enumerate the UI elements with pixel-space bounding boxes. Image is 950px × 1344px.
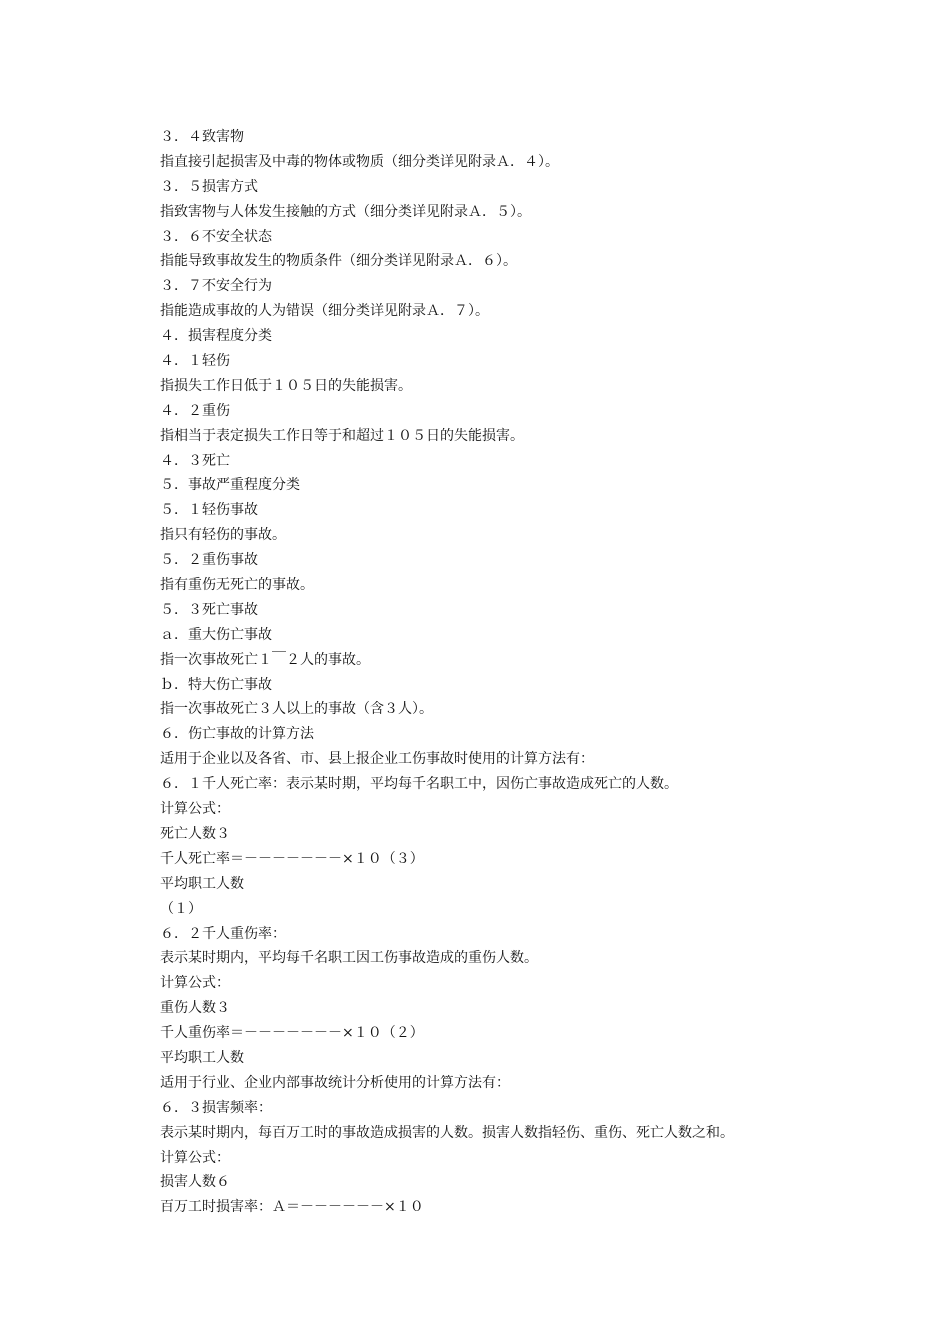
paragraph-text: 指只有轻伤的事故。 (160, 527, 286, 544)
section-heading-5-2: ５．２重伤事故 (160, 552, 258, 569)
paragraph-text: 指能导致事故发生的物质条件（细分类详见附录Ａ．６）。 (160, 253, 517, 270)
paragraph-text: 指直接引起损害及中毒的物体或物质（细分类详见附录Ａ．４）。 (160, 153, 559, 170)
paragraph-text: 适用于企业以及各省、市、县上报企业工伤事故时使用的计算方法有： (160, 751, 594, 768)
formula-line: 百万工时损害率：Ａ＝－－－－－－×１０ (160, 1199, 424, 1216)
section-heading-3-6: ３．６不安全状态 (160, 228, 272, 245)
formula-numerator: 重伤人数３ (160, 1000, 230, 1017)
paragraph-text: 指损失工作日低于１０５日的失能损害。 (160, 377, 412, 394)
formula-label: 计算公式： (160, 975, 230, 992)
paragraph-text: 指一次事故死亡３人以上的事故（含３人）。 (160, 701, 433, 718)
paragraph-text: 表示某时期内，每百万工时的事故造成损害的人数。损害人数指轻伤、重伤、死亡人数之和。 (160, 1124, 734, 1141)
section-heading-6-2: ６．２千人重伤率： (160, 925, 286, 942)
formula-numerator: 死亡人数３ (160, 825, 230, 842)
paragraph-text: 指致害物与人体发生接触的方式（细分类详见附录Ａ．５）。 (160, 203, 531, 220)
paragraph-text: 指能造成事故的人为错误（细分类详见附录Ａ．７）。 (160, 303, 489, 320)
list-item-a: ａ．重大伤亡事故 (160, 626, 272, 643)
formula-label: 计算公式： (160, 801, 230, 818)
section-heading-6: ６．伤亡事故的计算方法 (160, 726, 314, 743)
formula-label: 计算公式： (160, 1149, 230, 1166)
section-heading-4-3: ４．３死亡 (160, 452, 230, 469)
section-heading-4-2: ４．２重伤 (160, 402, 230, 419)
section-heading-5: ５．事故严重程度分类 (160, 477, 300, 494)
paragraph-text: 适用于行业、企业内部事故统计分析使用的计算方法有： (160, 1074, 510, 1091)
formula-line: 千人重伤率＝－－－－－－－×１０（２） (160, 1025, 424, 1042)
section-heading-3-7: ３．７不安全行为 (160, 278, 272, 295)
section-heading-3-5: ３．５损害方式 (160, 178, 258, 195)
section-heading-6-3: ６．３损害频率： (160, 1099, 272, 1116)
section-heading-3-4: ３．４致害物 (160, 129, 244, 145)
formula-number: （１） (160, 900, 202, 917)
document-page (160, 125, 920, 1220)
formula-denominator: 平均职工人数 (160, 1049, 244, 1066)
section-heading-4: ４．损害程度分类 (160, 328, 272, 345)
formula-denominator: 平均职工人数 (160, 875, 244, 892)
list-item-b: ｂ．特大伤亡事故 (160, 676, 272, 693)
formula-numerator: 损害人数６ (160, 1174, 230, 1191)
paragraph-text: 指一次事故死亡１￣２人的事故。 (160, 651, 370, 668)
section-heading-5-1: ５．１轻伤事故 (160, 502, 258, 519)
formula-line: 千人死亡率＝－－－－－－－×１０（３） (160, 850, 424, 867)
paragraph-text: 表示某时期内，平均每千名职工因工伤事故造成的重伤人数。 (160, 950, 538, 967)
section-heading-4-1: ４．１轻伤 (160, 353, 230, 370)
section-heading-6-1: ６．１千人死亡率：表示某时期，平均每千名职工中，因伤亡事故造成死亡的人数。 (160, 776, 678, 793)
paragraph-text: 指相当于表定损失工作日等于和超过１０５日的失能损害。 (160, 427, 524, 444)
paragraph-text: 指有重伤无死亡的事故。 (160, 577, 314, 594)
section-heading-5-3: ５．３死亡事故 (160, 601, 258, 618)
